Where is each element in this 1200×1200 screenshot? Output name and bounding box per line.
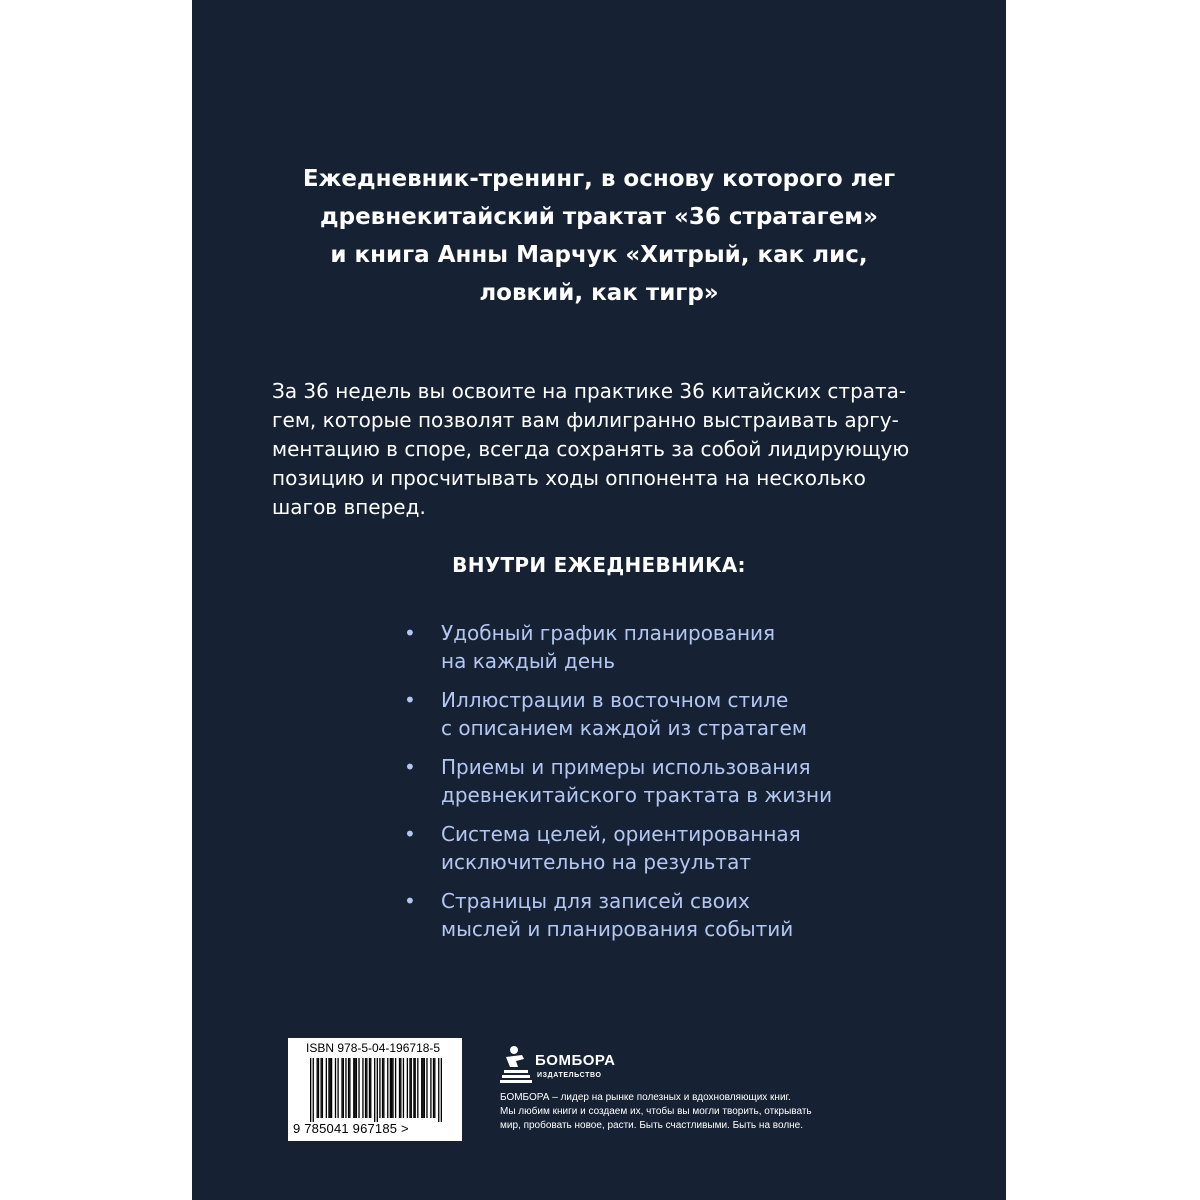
feature-item: [404, 887, 964, 943]
feature-text-line: Удобный график планирования: [441, 621, 776, 645]
barcode-icon: [310, 1058, 442, 1122]
description-line: позицию и просчитывать ходы оппонента на несколько: [272, 466, 866, 490]
barcode-bar: [349, 1058, 350, 1118]
barcode-bar: [391, 1058, 392, 1118]
barcode-bar: [343, 1058, 344, 1118]
barcode-bar: [354, 1058, 355, 1118]
barcode-bar: [341, 1058, 342, 1118]
blurb-line: мир, пробовать новое, расти. Быть счастливыми. Быть на волне.: [500, 1120, 804, 1131]
barcode-bar: [348, 1058, 349, 1118]
feature-text-line: исключительно на результат: [441, 850, 751, 874]
headline-line: Ежедневник-тренинг, в основу которого лег: [302, 166, 896, 192]
barcode-bar: [377, 1058, 378, 1122]
barcode-bar: [430, 1058, 431, 1118]
barcode-bar: [441, 1058, 442, 1122]
feature-text-line: древнекитайского трактата в жизни: [441, 783, 833, 807]
barcode-bar: [362, 1058, 363, 1118]
barcode-digits: 9 785041 967185 >: [293, 1121, 409, 1136]
headline-line: и книга Анны Марчук «Хитрый, как лис,: [330, 242, 868, 268]
barcode-bar: [313, 1058, 314, 1122]
barcode-bar: [413, 1058, 414, 1118]
feature-item: [404, 686, 964, 742]
barcode-bar: [417, 1058, 418, 1118]
barcode-bar: [366, 1058, 367, 1118]
barcode-bar: [379, 1058, 380, 1118]
publisher-blurb: [500, 1091, 860, 1133]
barcode-bar: [382, 1058, 383, 1118]
barcode-bar: [317, 1058, 318, 1118]
barcode-bar: [353, 1058, 354, 1118]
publisher-subtitle: ИЗДАТЕЛЬСТВО: [537, 1072, 602, 1079]
barcode-bar: [415, 1058, 416, 1118]
barcode-bar: [326, 1058, 327, 1118]
feature-text-line: на каждый день: [441, 649, 616, 673]
barcode-bar: [438, 1058, 439, 1122]
features-list: [404, 619, 964, 954]
bombora-book-figure-icon: [500, 1045, 532, 1085]
barcode-bar: [424, 1058, 425, 1118]
barcode-bar: [390, 1058, 391, 1118]
barcode-bar: [434, 1058, 435, 1118]
barcode-bar: [403, 1058, 404, 1118]
barcode-bar: [328, 1058, 329, 1118]
blurb-line: Мы любим книги и создаем их, чтобы вы могли творить, открывать: [500, 1106, 812, 1117]
feature-item: [404, 820, 964, 876]
isbn-label: ISBN 978-5-04-196718-5: [306, 1041, 441, 1055]
barcode-bar: [387, 1058, 388, 1118]
feature-item: [404, 753, 964, 809]
feature-text-line: Страницы для записей своих: [441, 889, 750, 913]
blurb-line: БОМБОРА – лидер на рынке полезных и вдохновляющих книг.: [500, 1092, 791, 1103]
barcode-bar: [330, 1058, 331, 1118]
bullet-icon: •: [404, 822, 416, 846]
barcode-bar: [320, 1058, 321, 1118]
headline: [192, 160, 1006, 312]
description-line: За 36 недель вы освоите на практике 36 китайских страта-: [272, 379, 907, 403]
feature-item: [404, 619, 964, 675]
barcode-bar: [411, 1058, 412, 1118]
description-line: ментацию в споре, всегда сохранять за собой лидирующую: [272, 437, 910, 461]
barcode-bar: [426, 1058, 427, 1118]
barcode-bar: [356, 1058, 357, 1118]
feature-text-line: Система целей, ориентированная: [441, 822, 801, 846]
publisher-name: БОМБОРА: [535, 1052, 616, 1069]
bullet-icon: •: [404, 621, 416, 645]
barcode-bar: [409, 1058, 410, 1118]
feature-text-line: Иллюстрации в восточном стиле: [441, 688, 789, 712]
barcode-bar: [358, 1058, 359, 1118]
barcode-bar: [400, 1058, 401, 1118]
feature-text-line: с описанием каждой из стратагем: [441, 716, 807, 740]
barcode-bar: [337, 1058, 338, 1118]
isbn-barcode-block: [288, 1038, 462, 1141]
barcode-bar: [322, 1058, 323, 1118]
barcode-bar: [433, 1058, 434, 1118]
inside-section-title: ВНУТРИ ЕЖЕДНЕВНИКА:: [452, 553, 746, 577]
barcode-bar: [399, 1058, 400, 1118]
headline-line: древнекитайский трактат «36 стратагем»: [320, 204, 878, 230]
feature-text-line: мыслей и планирования событий: [441, 917, 794, 941]
barcode-bar: [331, 1058, 332, 1118]
barcode-bar: [318, 1058, 319, 1118]
barcode-bar: [365, 1058, 366, 1118]
description-line: шагов вперед.: [272, 495, 426, 519]
bullet-icon: •: [404, 755, 416, 779]
barcode-bar: [369, 1058, 370, 1118]
barcode-bar: [310, 1058, 311, 1122]
barcode-bar: [392, 1058, 393, 1118]
description-line: гем, которые позволят вам филигранно выстраивать аргу-: [272, 408, 899, 432]
bullet-icon: •: [404, 889, 416, 913]
barcode-bar: [335, 1058, 336, 1118]
barcode-bar: [383, 1058, 384, 1118]
barcode-bar: [395, 1058, 396, 1118]
barcode-bar: [345, 1058, 346, 1118]
barcode-bar: [407, 1058, 408, 1118]
barcode-bar: [370, 1058, 371, 1118]
barcode-bar: [421, 1058, 422, 1118]
headline-line: ловкий, как тигр»: [479, 280, 719, 306]
barcode-bar: [422, 1058, 423, 1118]
barcode-bar: [374, 1058, 375, 1122]
description-paragraph: [272, 377, 952, 522]
feature-text-line: Приемы и примеры использования: [441, 755, 811, 779]
bullet-icon: •: [404, 688, 416, 712]
